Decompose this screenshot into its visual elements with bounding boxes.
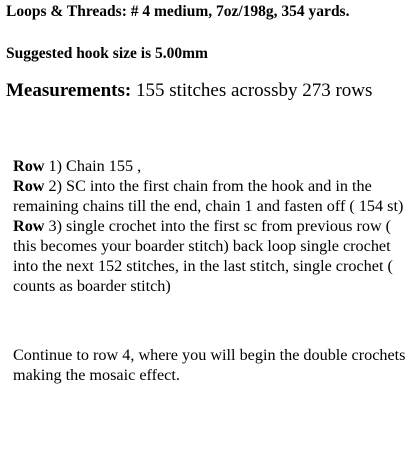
row-2: [13, 176, 408, 216]
row-1-text: 1) Chain 155 ,: [44, 157, 142, 175]
row-3-label: Row: [13, 217, 45, 235]
row-3: [13, 216, 408, 296]
instruction-steps: [13, 156, 408, 296]
measurements-value: 155 stitches acrossby 273 rows: [131, 80, 373, 101]
row-2-label: Row: [13, 177, 45, 195]
continue-note: Continue to row 4, where you will begin the double crochets making the mosaic effect.: [13, 346, 406, 384]
measurements: [6, 80, 372, 102]
row-1-label: Row: [13, 157, 45, 175]
measurements-label: Measurements:: [6, 80, 132, 101]
yarn-info: Loops & Threads: # 4 medium, 7oz/198g, 354 yards.: [6, 3, 350, 20]
row-1: [13, 156, 408, 176]
row-3-text: 3) single crochet into the first sc from previous row ( this becomes your boarder stitch) back loop single crochet into the next 152 stitches, in the last stitch, single crochet ( counts as boarder stitch): [13, 217, 393, 295]
row-2-text: 2) SC into the first chain from the hook and in the remaining chains till the end, chain 1 and fasten off ( 154 st): [13, 177, 404, 215]
hook-size: Suggested hook size is 5.00mm: [6, 45, 208, 62]
